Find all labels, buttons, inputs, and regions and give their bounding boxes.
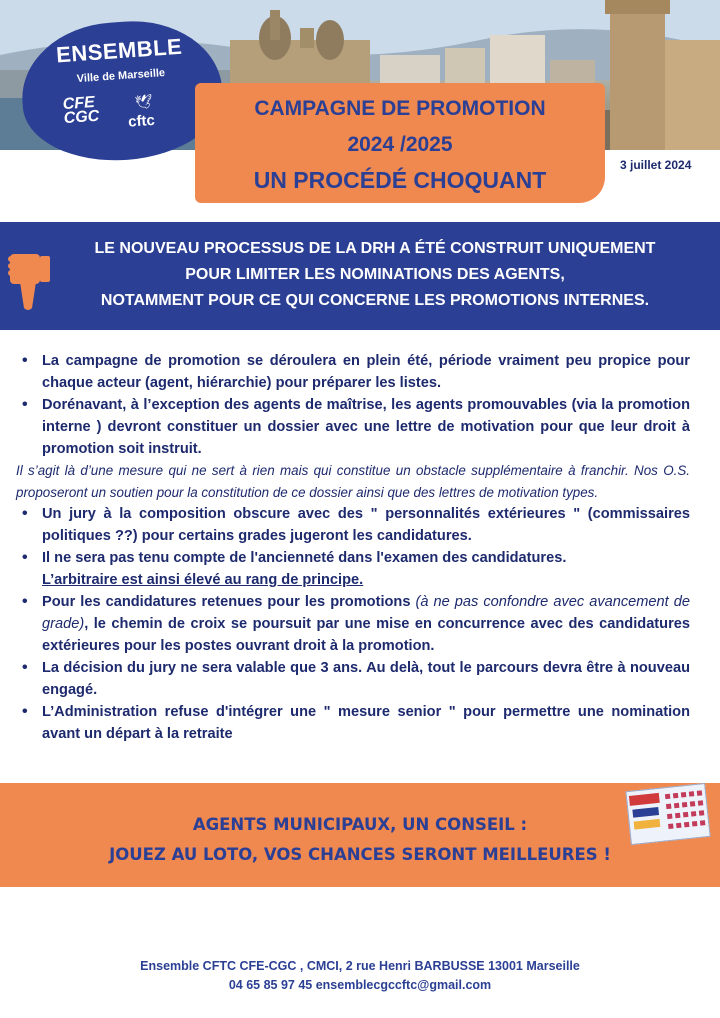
contact-info — [0, 957, 720, 995]
logo-subtitle: Ville de Marseille — [76, 66, 166, 86]
list-item: • La campagne de promotion se déroulera en plein été, période vraiment peu propice pour chaque acteur (agent, hiérarchie) pour préparer les listes. — [16, 350, 690, 394]
arbitraire-underlined: L’arbitraire est ainsi élevé au rang de principe. — [42, 572, 364, 588]
bullet-list-1 — [16, 350, 690, 460]
list-item: • Il ne sera pas tenu compte de l'ancienneté dans l'examen des candidatures. L’arbitraire est ainsi élevé au rang de principe. — [16, 547, 690, 591]
list-item: • Un jury à la composition obscure avec des " personnalités extérieures " (commissaires politiques ??) pour certains grades jugeront les candidatures. — [16, 503, 690, 547]
title-line-3: UN PROCÉDÉ CHOQUANT — [253, 167, 547, 193]
logo-cfe-cgc: CFE CGC — [62, 93, 100, 128]
logo-title: ENSEMBLE — [55, 33, 184, 68]
title-line-1: CAMPAGNE DE PROMOTION — [254, 97, 546, 120]
title-line-2: 2024 /2025 — [347, 133, 453, 156]
logo-cftc: cftc — [127, 111, 156, 131]
contact-phone-email: 04 65 85 97 45 ensemblecgccftc@gmail.com — [228, 978, 492, 992]
advice-band — [0, 783, 720, 887]
italic-note: Il s’agit là d’une mesure qui ne sert à rien mais qui constitue un obstacle supplémentaire à franchir. Nos O.S. proposeront un soutien pour la constitution de ce dossier ainsi que des lettres de motivation types. — [16, 463, 690, 500]
list-item: • L’Administration refuse d'intégrer une " mesure senior " pour permettre une nomination avant un départ à la retraite — [16, 701, 690, 745]
main-content — [16, 350, 690, 745]
list-item: • Pour les candidatures retenues pour les promotions (à ne pas confondre avec avancement de grade), le chemin de croix se poursuit par une mise en concurrence avec des candidatures extérieures pour les postes ouvrant droit à la promotion. — [16, 591, 690, 657]
bullet-list-2 — [16, 503, 690, 745]
publication-date: 3 juillet 2024 — [620, 158, 692, 172]
advice-text: AGENTS MUNICIPAUX, UN CONSEIL : JOUEZ AU LOTO, VOS CHANCES SERONT MEILLEURES ! — [109, 815, 611, 864]
title-banner — [195, 83, 605, 203]
list-item: • Dorénavant, à l’exception des agents de maîtrise, les agents promouvables (via la promotion interne ) devront constituer un dossier avec une lettre de motivation pour que leur droit à promotion soit instruit. — [16, 394, 690, 460]
contact-address: Ensemble CFTC CFE-CGC , CMCI, 2 rue Henri BARBUSSE 13001 Marseille — [140, 959, 580, 973]
statement-band — [0, 222, 720, 330]
bird-icon: 🕊 — [134, 93, 154, 112]
list-item: • La décision du jury ne sera valable que 3 ans. Au delà, tout le parcours devra être à nouveau engagé. — [16, 657, 690, 701]
statement-text: LE NOUVEAU PROCESSUS DE LA DRH A ÉTÉ CONSTRUIT UNIQUEMENT POUR LIMITER LES NOMINATIONS DES AGENTS, NOTAMMENT POUR CE QUI CONCERNE LES PROMOTIONS INTERNES. — [94, 240, 656, 309]
